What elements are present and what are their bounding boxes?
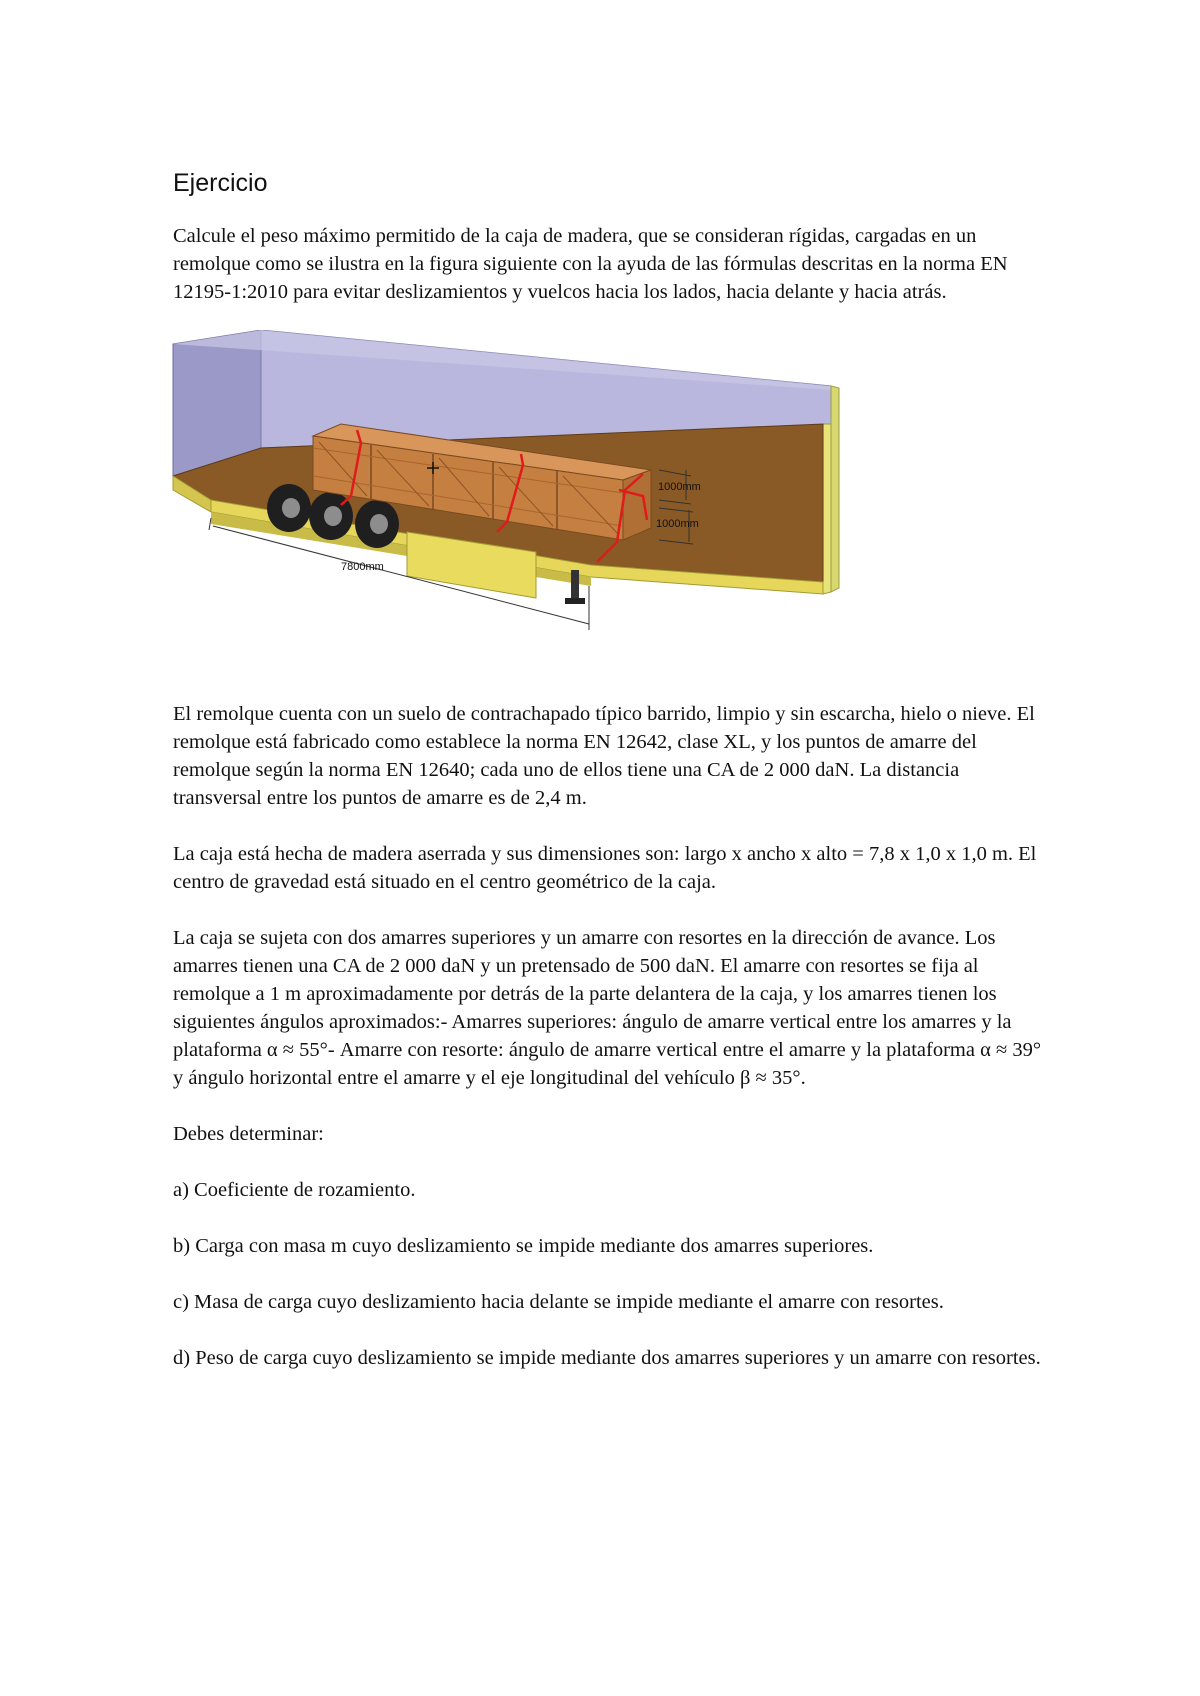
paragraph-trailer: El remolque cuenta con un suelo de contrachapado típico barrido, limpio y sin escarcha, hielo o nieve. El remolque está fabricado como establece la norma EN 12642, clase XL, y los puntos de amarre del remolque según la norma EN 12640; cada uno de ellos tiene una CA de 2 000 daN. La distancia transversal entre los puntos de amarre es de 2,4 m. [173, 703, 1035, 809]
question-c: c) Masa de carga cuyo deslizamiento hacia delante se impide mediante el amarre con resortes. [173, 1291, 944, 1313]
question-b: b) Carga con masa m cuyo deslizamiento se impide mediante dos amarres superiores. [173, 1235, 874, 1257]
trailer-figure [171, 330, 851, 660]
trailer-illustration [171, 330, 851, 660]
paragraph-lashing: La caja se sujeta con dos amarres superiores y un amarre con resortes en la dirección de avance. Los amarres tienen una CA de 2 000 daN y un pretensado de 500 daN. El amarre con resortes se fija al remolque a 1 m aproximadamente por detrás de la parte delantera de la caja, y los amarres tienen los siguientes ángulos aproximados:- Amarres superiores: ángulo de amarre vertical entre los amarres y la plataforma α ≈ 55°- Amarre con resorte: ángulo de amarre vertical entre el amarre y la plataforma α ≈ 39° y ángulo horizontal entre el amarre y el eje longitudinal del vehículo β ≈ 35°. [173, 927, 1042, 1089]
dim-height-top-label: 1000mm [658, 481, 701, 493]
landing-leg [571, 570, 579, 602]
question-a: a) Coeficiente de rozamiento. [173, 1179, 416, 1201]
paragraph-task: Debes determinar: [173, 1123, 324, 1145]
paragraph-crate: La caja está hecha de madera aserrada y sus dimensiones son: largo x ancho x alto = 7,8 x 1,0 x 1,0 m. El centro de gravedad está situado en el centro geométrico de la caja. [173, 843, 1037, 893]
dim-length-label: 7800mm [341, 561, 384, 573]
document-page [173, 168, 1043, 1372]
dim-height-side-label: 1000mm [656, 518, 699, 530]
question-d: d) Peso de carga cuyo deslizamiento se impide mediante dos amarres superiores y un amarre con resortes. [173, 1347, 1041, 1369]
page-title: Ejercicio [173, 169, 268, 197]
intro-paragraph: Calcule el peso máximo permitido de la caja de madera, que se consideran rígidas, cargadas en un remolque como se ilustra en la figura siguiente con la ayuda de las fórmulas descritas en la norma EN 12195-1:2010 para evitar deslizamientos y vuelcos hacia los lados, hacia delante y hacia atrás. [173, 225, 1008, 303]
